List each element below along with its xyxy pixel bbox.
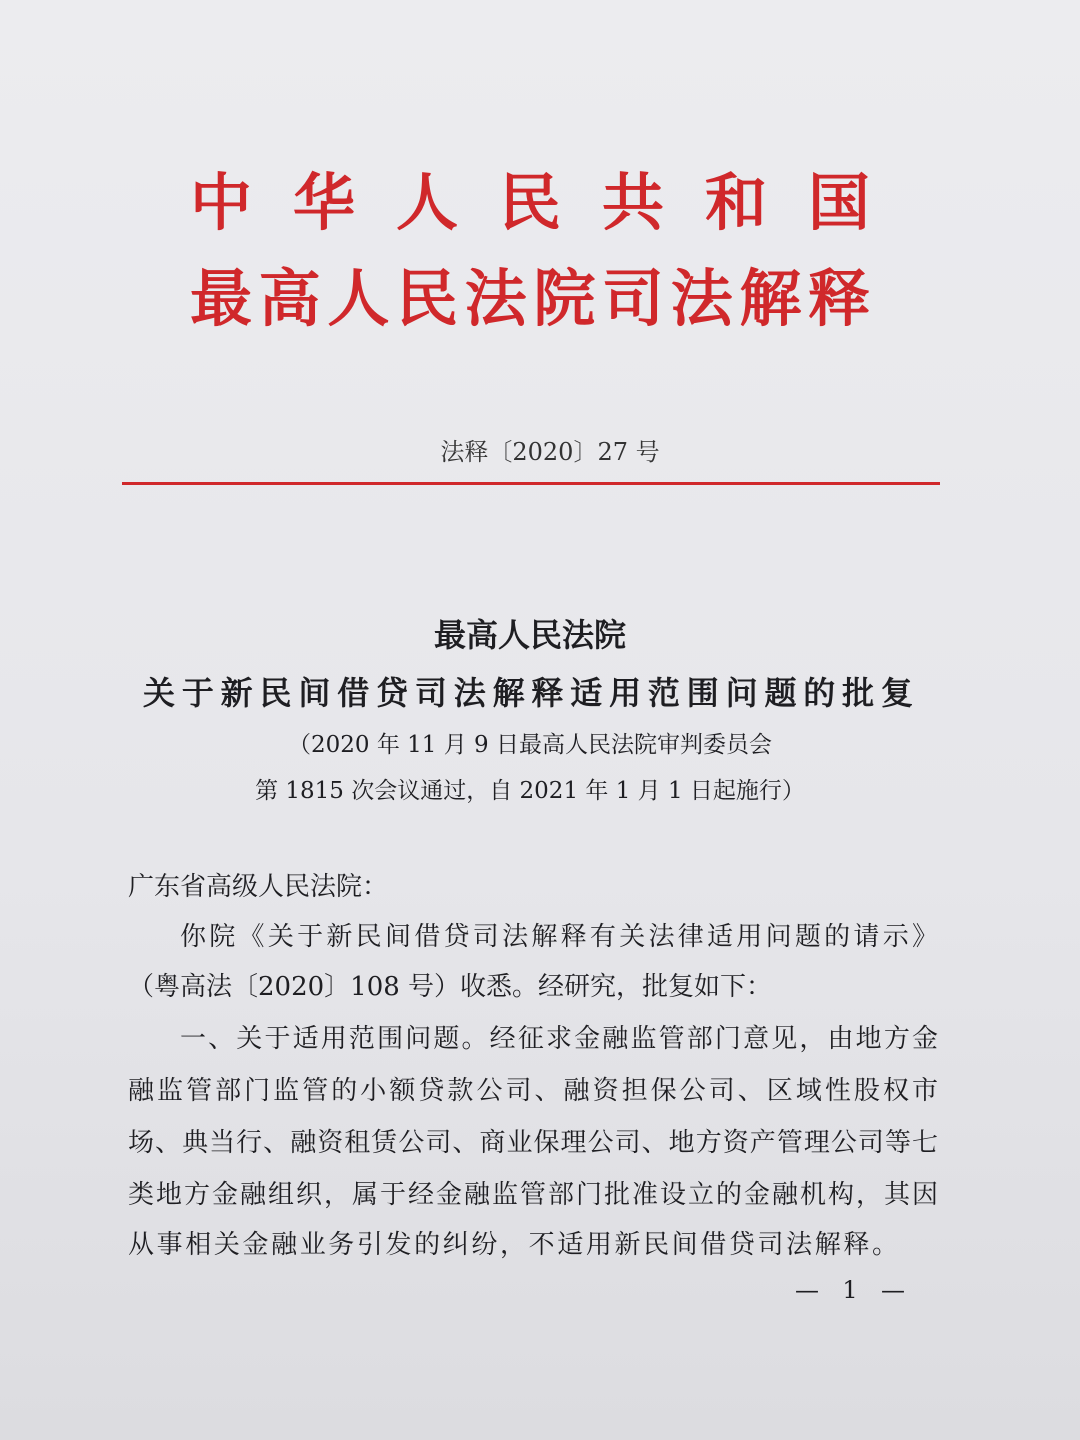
addressee: 广东省高级人民法院：: [128, 872, 389, 902]
document-subtitle-2: 第 1815 次会议通过，自 2021 年 1 月 1 日起施行）: [255, 778, 805, 804]
document-title: 关于新民间借贷司法解释适用范围问题的批复: [143, 674, 913, 712]
document-number: 法释〔2020〕27 号: [440, 438, 660, 466]
issuer-header-country: 中华人民共和国: [190, 166, 870, 239]
document-subtitle-1: （2020 年 11 月 9 日最高人民法院审判委员会: [288, 732, 772, 758]
body-line: 从事相关金融业务引发的纠纷，不适用新民间借贷司法解释。: [128, 1230, 898, 1260]
issuer-header-court: 最高人民法院司法解释: [190, 262, 870, 335]
body-line: 融监管部门监管的小额贷款公司、融资担保公司、区域性股权市: [128, 1076, 938, 1106]
body-line: （粤高法〔2020〕108 号）收悉。经研究，批复如下：: [128, 972, 773, 1002]
red-divider: [122, 482, 940, 485]
body-line: 你院《关于新民间借贷司法解释有关法律适用问题的请示》: [180, 922, 938, 952]
body-line: 类地方金融组织，属于经金融监管部门批准设立的金融机构，其因: [128, 1180, 938, 1210]
body-line: 场、典当行、融资租赁公司、商业保理公司、地方资产管理公司等七: [128, 1128, 938, 1158]
page-number: — 1 —: [795, 1276, 905, 1304]
document-title-issuer: 最高人民法院: [433, 616, 626, 654]
body-line: 一、关于适用范围问题。经征求金融监管部门意见，由地方金: [180, 1024, 938, 1054]
